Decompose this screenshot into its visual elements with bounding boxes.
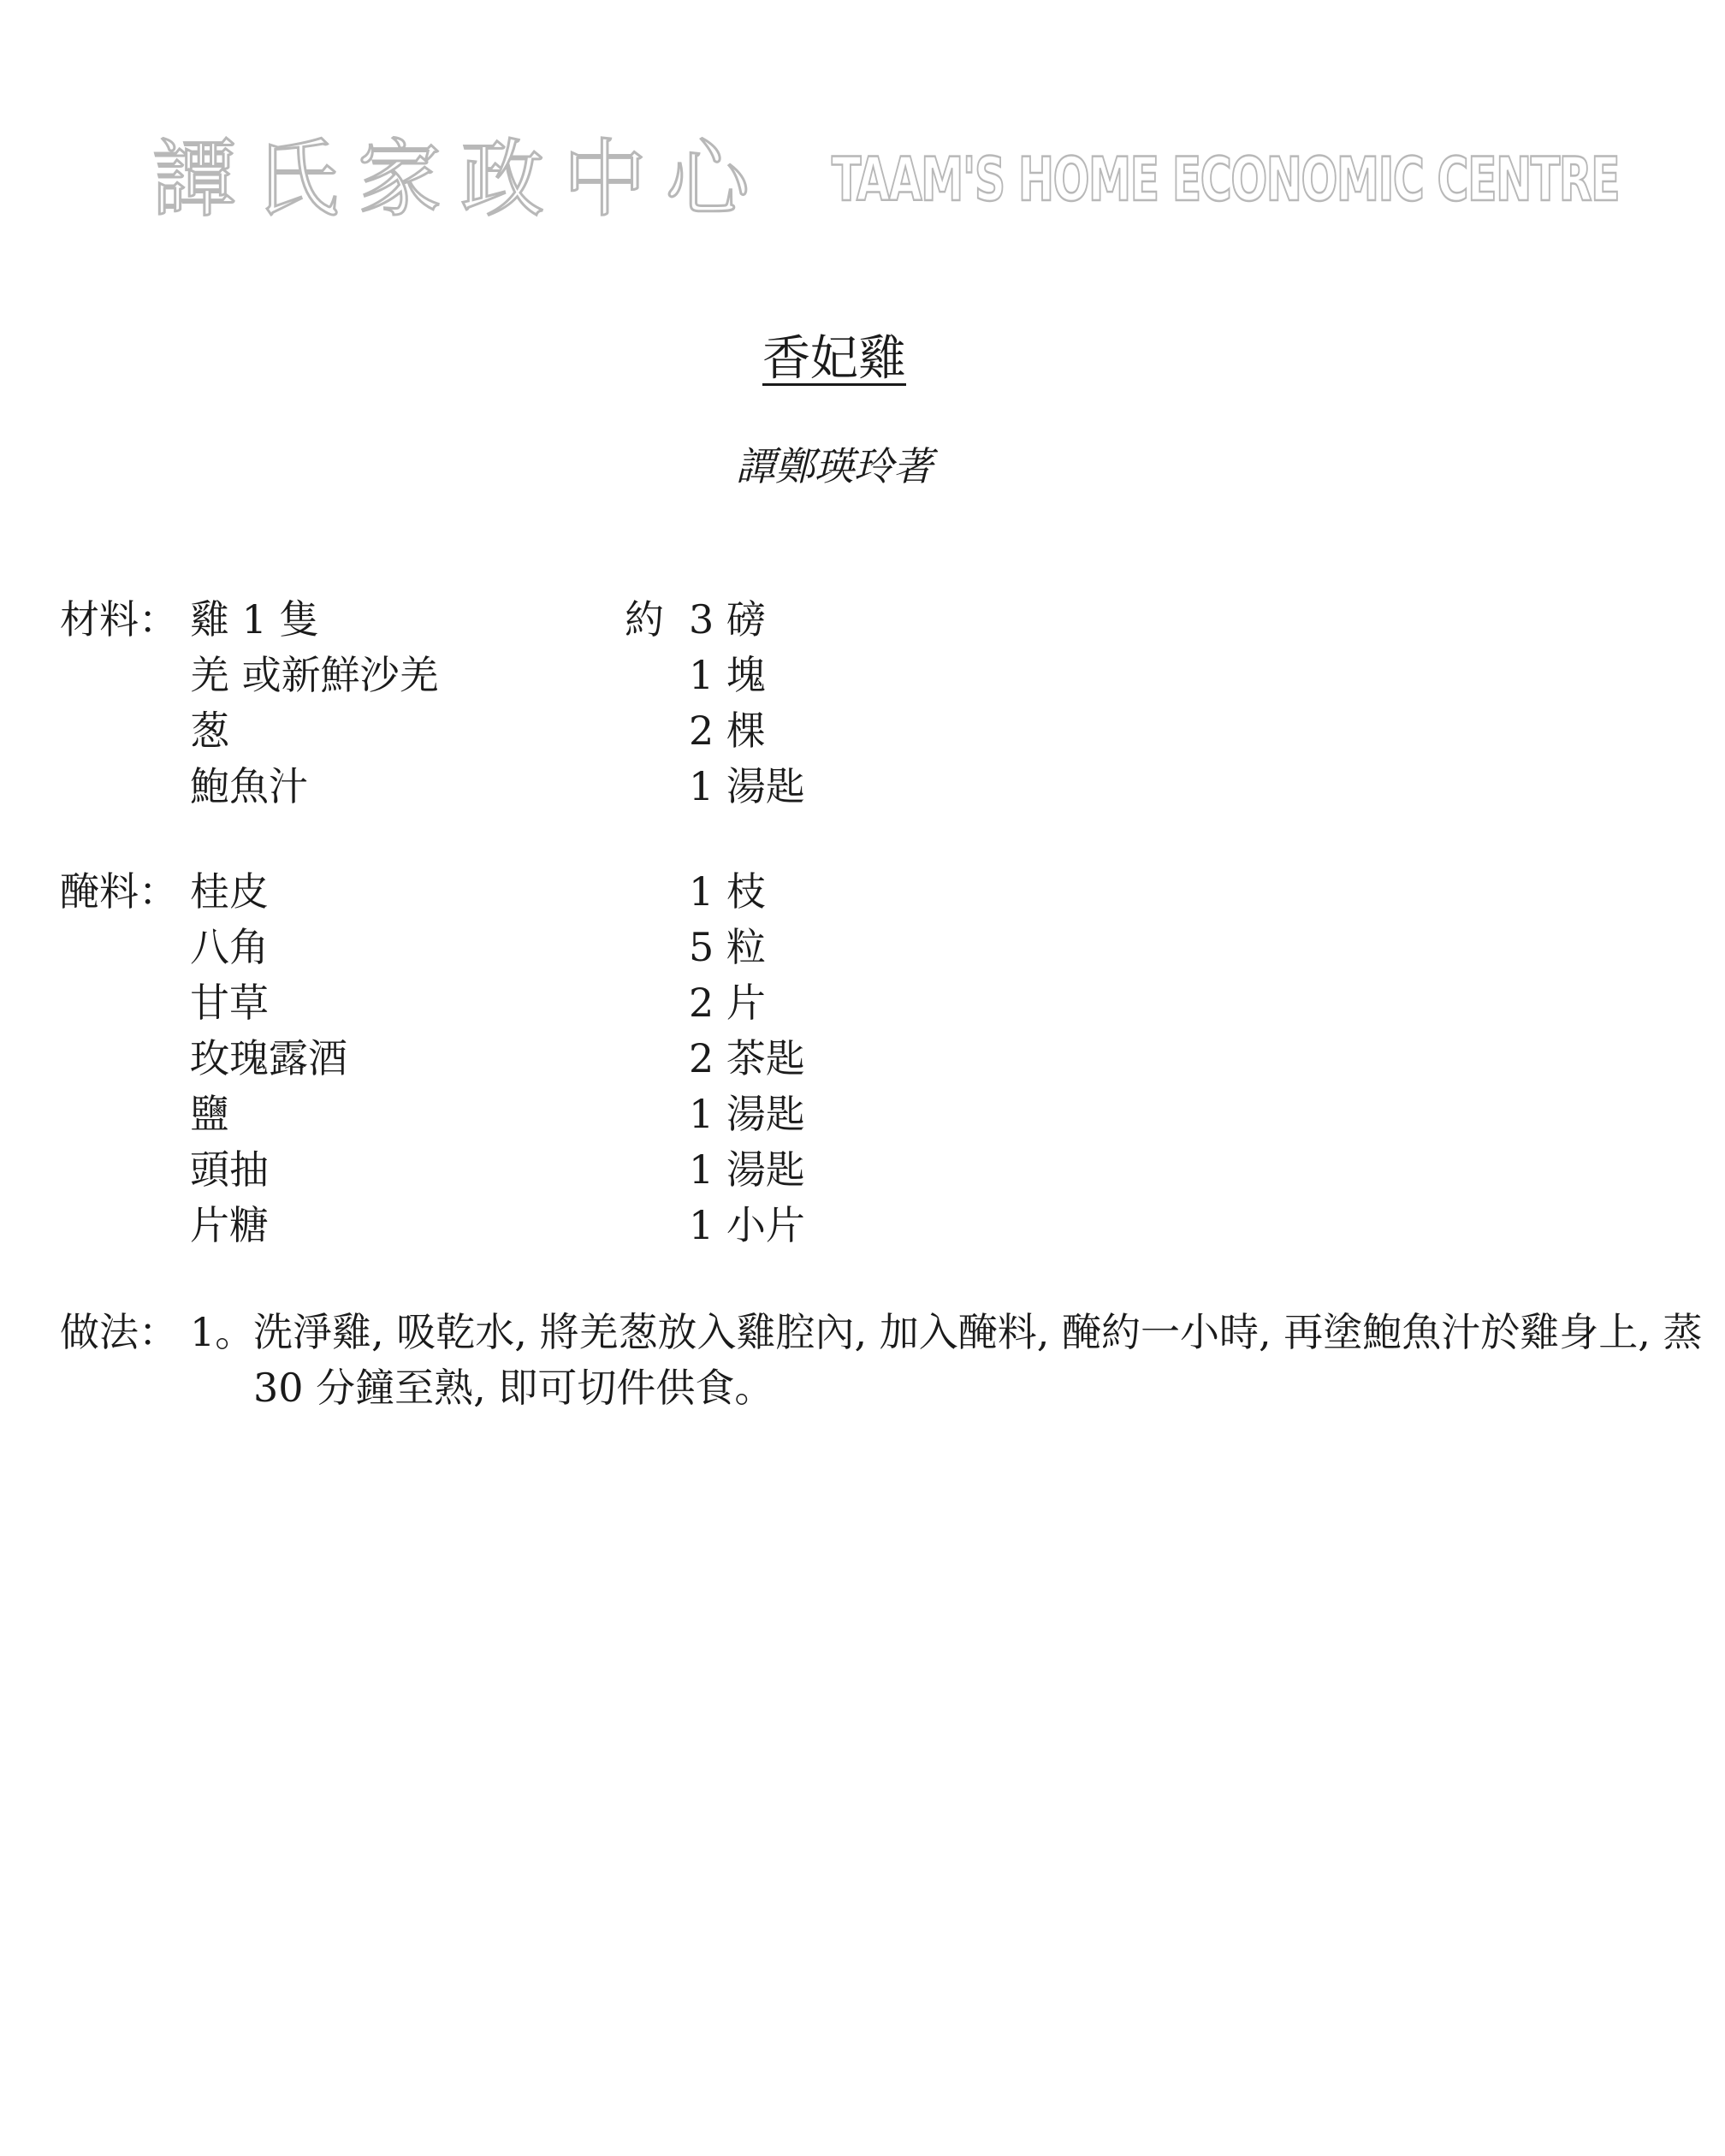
marinade-label: 醃料： <box>60 868 178 915</box>
method-step-text: 洗淨雞, 吸乾水, 將羌葱放入雞腔內, 加入醃料, 醃約一小時, 再塗鮑魚汁於雞身上, 蒸 30 分鐘至熟, 即可切件供食。 <box>253 1309 1703 1411</box>
method-label: 做法： <box>60 1309 178 1355</box>
ingredient-qty: 1 湯匙 <box>689 763 805 809</box>
letterhead-english-name: TAAM'S HOME ECONOMIC CENTRE <box>832 145 1620 215</box>
ingredient-qty: 3 磅 <box>689 596 766 643</box>
marinade-name: 片糖 <box>190 1202 269 1248</box>
marinade-name: 桂皮 <box>190 868 269 915</box>
ingredient-name: 鮑魚汁 <box>190 763 308 809</box>
recipe-author: 譚鄭瑛玲著 <box>736 443 933 489</box>
method-step-number: 1。 <box>190 1309 255 1355</box>
marinade-name: 玫瑰露酒 <box>190 1035 347 1081</box>
marinade-qty: 1 枝 <box>689 868 766 915</box>
ingredient-qty: 1 塊 <box>689 652 766 698</box>
ingredient-name: 雞 1 隻 <box>190 596 319 643</box>
marinade-name: 鹽 <box>190 1091 229 1137</box>
marinade-qty: 5 粒 <box>689 924 766 970</box>
ingredient-name: 羌 或新鮮沙羌 <box>190 652 439 698</box>
marinade-qty: 1 湯匙 <box>689 1091 805 1137</box>
ingredient-name: 葱 <box>190 708 229 754</box>
marinade-qty: 2 片 <box>689 980 766 1026</box>
letterhead-chinese-name: 譚氏家政中心 <box>152 131 769 228</box>
marinade-name: 頭抽 <box>190 1146 269 1193</box>
ingredients-label: 材料： <box>60 596 178 643</box>
ingredient-approx: 約 <box>625 596 664 643</box>
marinade-name: 八角 <box>190 924 269 970</box>
marinade-qty: 2 茶匙 <box>689 1035 805 1081</box>
letterhead <box>0 128 1725 231</box>
marinade-qty: 1 湯匙 <box>689 1146 805 1193</box>
recipe-title: 香妃雞 <box>762 331 906 387</box>
marinade-name: 甘草 <box>190 980 269 1026</box>
ingredient-qty: 2 棵 <box>689 708 766 754</box>
marinade-qty: 1 小片 <box>689 1202 805 1248</box>
